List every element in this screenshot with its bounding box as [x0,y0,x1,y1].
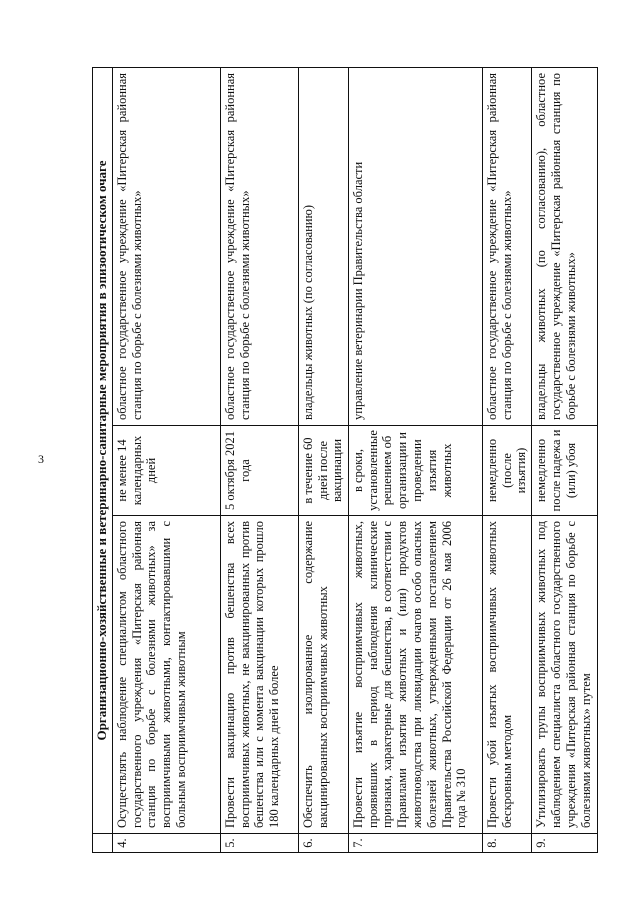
row-responsible: владельцы животных (по согласованию), областное государственное учреждение «Питерская районная станция по борьбе с болезнями животных» [532,67,598,425]
table-row [112,67,220,852]
table-row [298,67,348,852]
row-responsible: областное государственное учреждение «Питерская районная станция по борьбе с болезнями животных» [112,67,220,425]
row-term: не менее 14 календарных дней [112,426,220,516]
rotated-table-area [92,68,593,853]
row-number: 7. [348,834,482,853]
row-responsible: областное государственное учреждение «Питерская районная станция по борьбе с болезнями животных» [220,67,298,425]
row-number: 6. [298,834,348,853]
row-responsible: владельцы животных (по согласованию) [298,67,348,425]
row-term: 5 октября 2021 года [220,426,298,516]
table-row [532,67,598,852]
row-term: немедленно после падежа и (или) убоя [532,426,598,516]
section-header: Организационно-хозяйственные и ветеринарно-санитарные мероприятия в эпизоотическом очаге [93,67,113,833]
row-responsible: областное государственное учреждение «Питерская районная станция по борьбе с болезнями животных» [482,67,531,425]
page-number: 3 [38,452,44,466]
row-action: Провести изъятие восприимчивых животных, проявивших в период наблюдения клинические признаки, характерные для бешенства, в соответствии с Правилами изъятия животных и (или) продуктов животноводства при ликвидации очагов особо опасных болезней животных, утвержденными постановлением Правительства Российской Федерации от 26 мая 2006 года № 310 [348,516,482,834]
row-term: в течение 60 дней после вакцинации [298,426,348,516]
row-responsible: управление ветеринарии Правительства области [348,67,482,425]
row-term: немедленно (после изъятия) [482,426,531,516]
row-action: Обеспечить изолированное содержание вакцинированных восприимчивых животных [298,516,348,834]
row-number: 5. [220,834,298,853]
row-action: Утилизировать трупы восприимчивых животных под наблюдением специалиста областного государственного учреждения «Питерская районная станция по борьбе с болезнями животных» путем [532,516,598,834]
section-header-row [93,67,113,852]
table-row [348,67,482,852]
row-action: Провести убой изъятых восприимчивых животных бескровным методом [482,516,531,834]
row-action: Осуществлять наблюдение специалистом областного государственного учреждения «Питерская районная станция по борьбе с болезнями животных» за восприимчивыми животными, контактировавшими с больным восприимчивым животным [112,516,220,834]
row-number: 8. [482,834,531,853]
table-row [220,67,298,852]
row-action: Провести вакцинацию против бешенства всех восприимчивых животных, не вакцинированных против бешенства или с момента вакцинации которых прошло 180 календарных дней и более [220,516,298,834]
row-term: в сроки, установленные решением об организации и проведении изъятия животных [348,426,482,516]
row-number: 9. [532,834,598,853]
measures-table [92,67,598,853]
row-number: 4. [112,834,220,853]
table-row [482,67,531,852]
